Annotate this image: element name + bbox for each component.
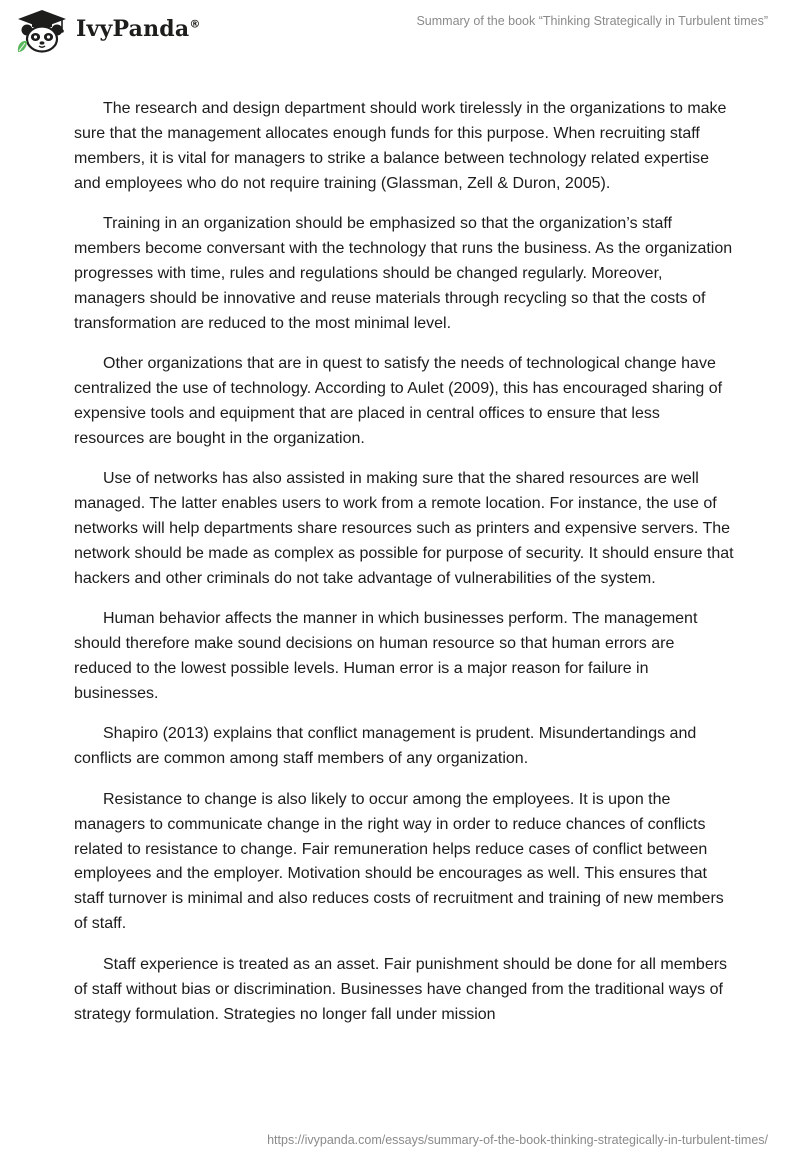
paragraph: The research and design department should work tirelessly in the organizations to make sure that the management allocates enough funds for this purpose. When recruiting staff members, it is vital for managers to strike a balance between technology related expertise and employees who do not require training (Glassman, Zell & Duron, 2005).: [74, 100, 727, 192]
paragraph: Staff experience is treated as an asset. Fair punishment should be done for all members of staff without bias or discrimination. Businesses have changed from the traditional ways of strategy formulation. Strategies no longer fall under mission: [74, 955, 728, 1023]
paragraph: Other organizations that are in quest to satisfy the needs of technological change have centralized the use of technology. According to Aulet (2009), this has encouraged sharing of expensive tools and equipment that are placed in central offices to ensure that less resources are bought in the organization.: [74, 355, 723, 447]
paragraph: Training in an organization should be emphasized so that the organization’s staff members become conversant with the technology that runs the business. As the organization progresses with time, rules and regulations should be changed regularly. Moreover, managers should be innovative and reuse materials through recycling so that the costs of transformation are reduced to the most minimal level.: [74, 215, 733, 332]
ivypanda-logo[interactable]: [14, 8, 214, 54]
paragraph: Use of networks has also assisted in making sure that the shared resources are well managed. The latter enables users to work from a remote location. For instance, the use of networks will help departments share resources such as printers and expensive servers. The network should be made as complex as possible for purpose of security. It should ensure that hackers and other criminals do not take advantage of vulnerabilities of the system.: [74, 470, 734, 587]
essay-body: [74, 97, 734, 1043]
logo-wordmark: IvyPanda®: [76, 16, 201, 42]
page-header: [0, 0, 800, 70]
paragraph: Resistance to change is also likely to occur among the employees. It is upon the managers to communicate change in the right way in order to reduce chances of conflicts related to resistance to change. Fair remuneration helps reduce cases of conflict between employees and the employer. Motivation should be encourages as well. This ensures that staff turnover is minimal and also reduces costs of recruitment and training of new members of staff.: [74, 790, 724, 933]
document-title: Summary of the book “Thinking Strategically in Turbulent times”: [416, 14, 768, 28]
panda-graduate-icon: [14, 8, 70, 54]
paragraph: Shapiro (2013) explains that conflict management is prudent. Misundertandings and conflicts are common among staff members of any organization.: [74, 725, 697, 768]
paragraph: Human behavior affects the manner in which businesses perform. The management should therefore make sound decisions on human resource so that human errors are reduced to the lowest possible levels. Human error is a major reason for failure in businesses.: [74, 610, 698, 703]
source-url[interactable]: https://ivypanda.com/essays/summary-of-the-book-thinking-strategically-in-turbulent-times/: [267, 1133, 768, 1147]
